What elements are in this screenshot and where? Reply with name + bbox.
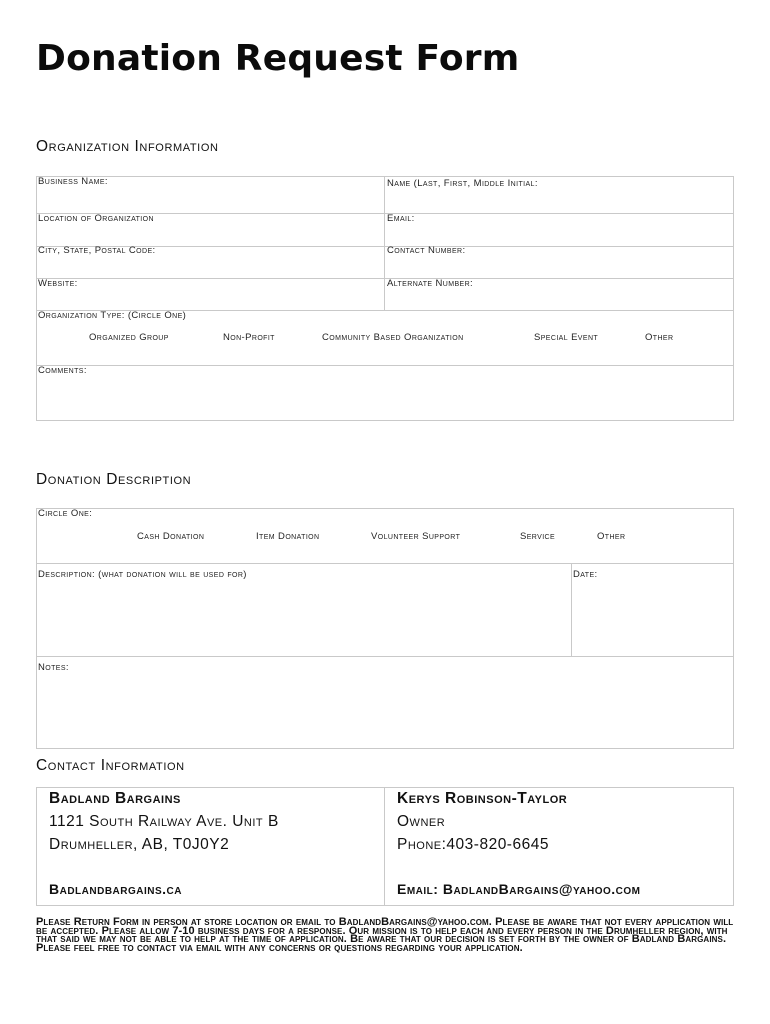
organization-heading: Organization Information <box>36 138 219 155</box>
notes-field[interactable] <box>37 657 733 748</box>
owner-role: Owner <box>397 813 446 830</box>
address-line-2: Drumheller, AB, T0J0Y2 <box>49 836 230 853</box>
donation-option-item[interactable]: Item Donation <box>256 531 320 542</box>
company-website: Badlandbargains.ca <box>49 881 182 897</box>
contact-number-label: Contact Number: <box>387 245 466 256</box>
email-field[interactable] <box>386 214 733 246</box>
owner-phone: Phone:403-820-6645 <box>397 836 549 853</box>
org-type-option-community[interactable]: Community Based Organization <box>322 332 464 343</box>
comments-label: Comments: <box>38 365 87 376</box>
donation-heading: Donation Description <box>36 471 192 488</box>
city-state-postal-label: City, State, Postal Code: <box>38 245 156 256</box>
org-type-option-special-event[interactable]: Special Event <box>534 332 599 343</box>
column-divider <box>384 176 385 310</box>
website-field[interactable] <box>37 279 384 310</box>
column-divider <box>571 563 572 656</box>
website-label: Website: <box>38 278 78 289</box>
business-name-label: Business Name: <box>38 176 108 187</box>
donation-option-service[interactable]: Service <box>520 531 556 542</box>
form-title: Donation Request Form <box>36 38 520 79</box>
donation-option-volunteer[interactable]: Volunteer Support <box>371 531 461 542</box>
company-name: Badland Bargains <box>49 790 181 807</box>
contact-heading: Contact Information <box>36 757 185 774</box>
contact-name-label: Name (Last, First, Middle Initial: <box>387 178 538 189</box>
address-line-1: 1121 South Railway Ave. Unit B <box>49 813 279 830</box>
owner-name: Kerys Robinson-Taylor <box>397 790 568 807</box>
organization-type-label: Organization Type: (Circle One) <box>38 310 187 321</box>
footer-notice: Please Return Form in person at store location or email to BadlandBargains@yahoo.com. Please be aware that not every application will be accepted. Please allow 7-10 business days for a response. Our mission is to help each and every person in the Drumheller region, with that said we may not be able to help at the time of application. Be aware that our decision is set forth by the owner of Badland Bargains. Please feel free to contact via email with any concerns or questions regarding your application. <box>36 916 734 954</box>
owner-email: Email: BadlandBargains@yahoo.com <box>397 881 641 897</box>
org-type-option-other[interactable]: Other <box>645 332 674 343</box>
column-divider <box>384 787 385 906</box>
comments-field[interactable] <box>37 366 733 420</box>
donation-option-cash[interactable]: Cash Donation <box>137 531 205 542</box>
circle-one-label: Circle One: <box>38 508 93 519</box>
date-label: Date: <box>573 569 598 580</box>
org-type-option-organized-group[interactable]: Organized Group <box>89 332 169 343</box>
notes-label: Notes: <box>38 662 69 673</box>
alternate-number-label: Alternate Number: <box>387 278 474 289</box>
description-label: Description: (what donation will be used for) <box>38 569 247 580</box>
org-type-option-non-profit[interactable]: Non-Profit <box>223 332 275 343</box>
donation-option-other[interactable]: Other <box>597 531 626 542</box>
email-label: Email: <box>387 213 415 224</box>
location-label: Location of Organization <box>38 213 154 224</box>
